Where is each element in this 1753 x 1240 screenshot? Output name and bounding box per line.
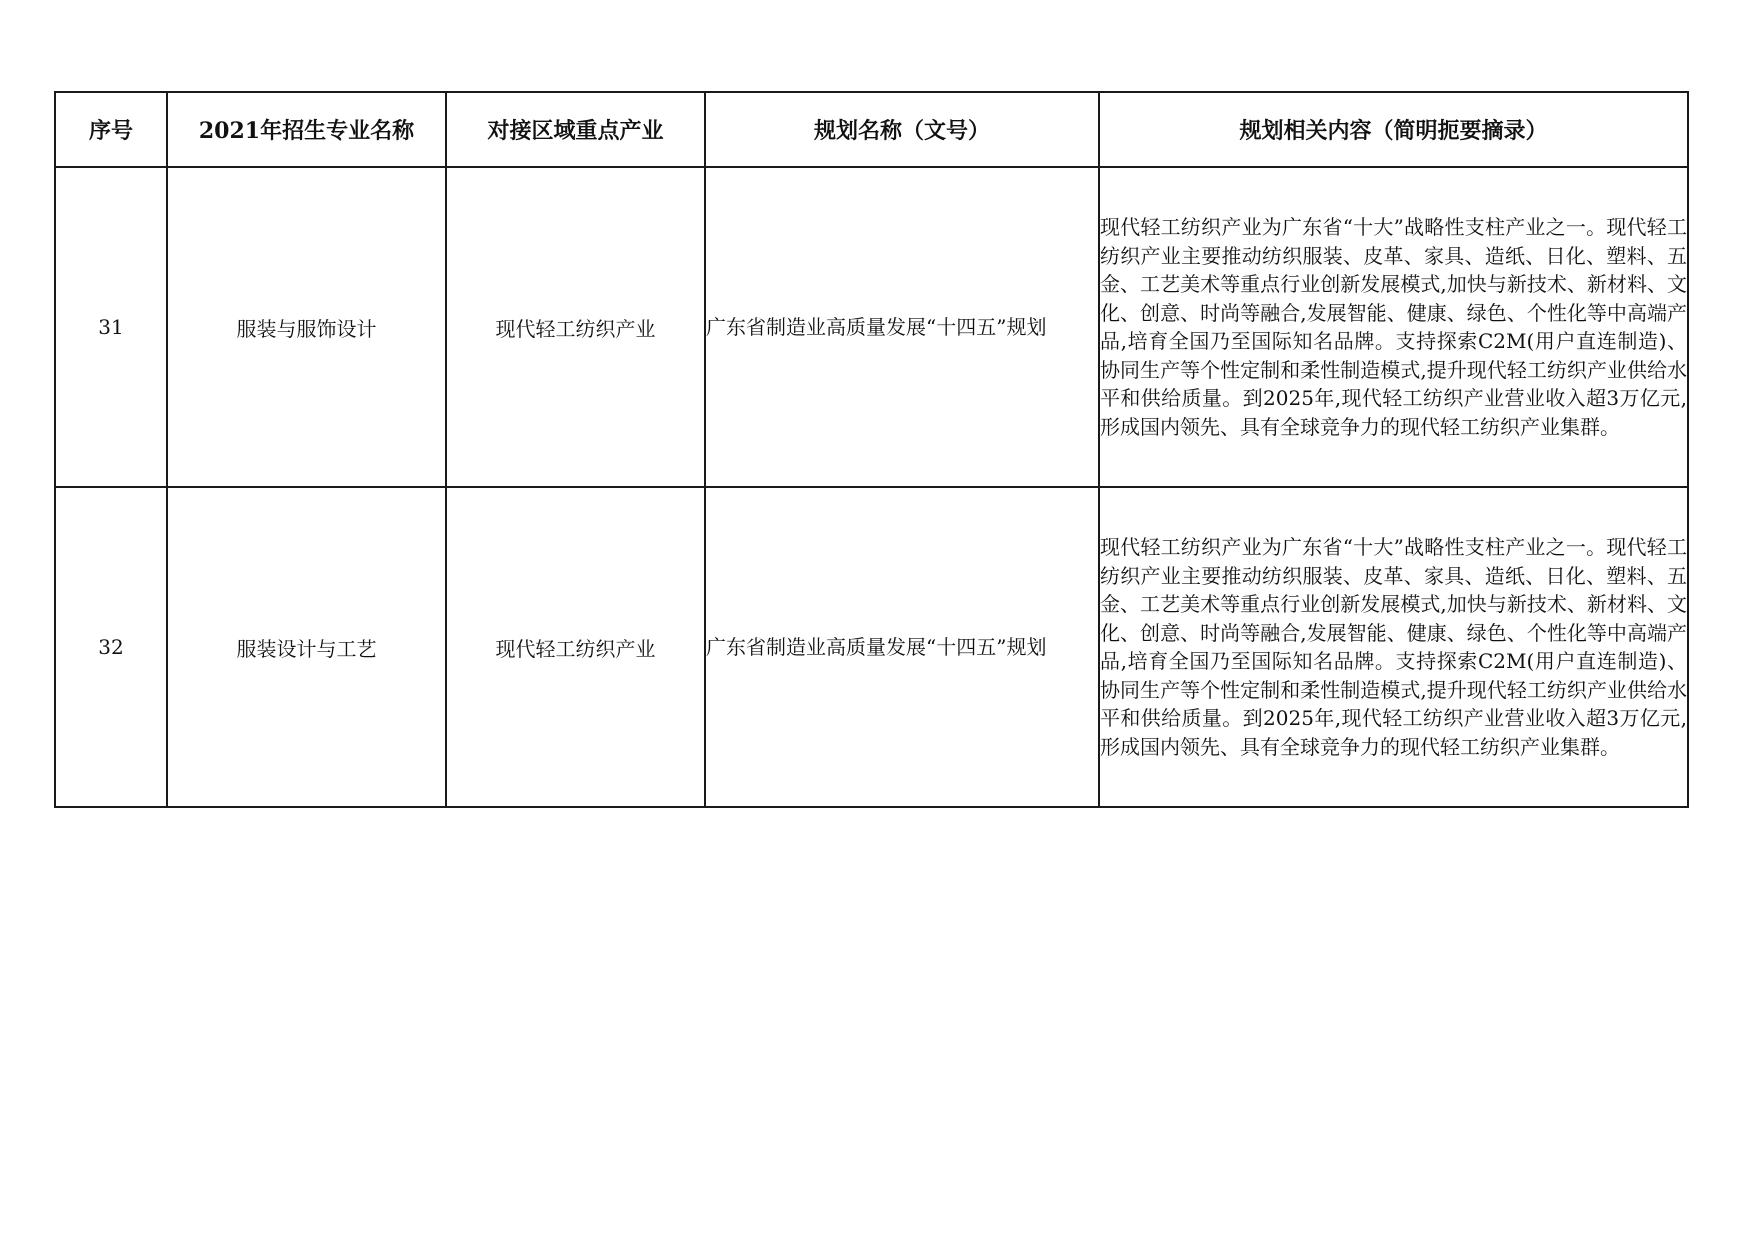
header-plan-name: 规划名称（文号） bbox=[705, 92, 1099, 167]
table-row bbox=[55, 167, 1688, 487]
header-major: 2021年招生专业名称 bbox=[167, 92, 446, 167]
row-index: 31 bbox=[55, 167, 167, 487]
header-plan-content: 规划相关内容（简明扼要摘录） bbox=[1099, 92, 1688, 167]
row-major: 服装设计与工艺 bbox=[167, 487, 446, 807]
header-industry: 对接区域重点产业 bbox=[446, 92, 705, 167]
row-industry: 现代轻工纺织产业 bbox=[446, 487, 705, 807]
row-plan-content: 现代轻工纺织产业为广东省“十大”战略性支柱产业之一。现代轻工纺织产业主要推动纺织服装、皮革、家具、造纸、日化、塑料、五金、工艺美术等重点行业创新发展模式,加快与新技术、新材料、文化、创意、时尚等融合,发展智能、健康、绿色、个性化等中高端产品,培育全国乃至国际知名品牌。支持探索C2M(用户直连制造)、协同生产等个性定制和柔性制造模式,提升现代轻工纺织产业供给水平和供给质量。到2025年,现代轻工纺织产业营业收入超3万亿元,形成国内领先、具有全球竞争力的现代轻工纺织产业集群。 bbox=[1099, 167, 1688, 487]
table-row bbox=[55, 487, 1688, 807]
row-index: 32 bbox=[55, 487, 167, 807]
row-major: 服装与服饰设计 bbox=[167, 167, 446, 487]
header-index: 序号 bbox=[55, 92, 167, 167]
row-industry: 现代轻工纺织产业 bbox=[446, 167, 705, 487]
table-header-row bbox=[55, 92, 1688, 167]
row-plan-content: 现代轻工纺织产业为广东省“十大”战略性支柱产业之一。现代轻工纺织产业主要推动纺织服装、皮革、家具、造纸、日化、塑料、五金、工艺美术等重点行业创新发展模式,加快与新技术、新材料、文化、创意、时尚等融合,发展智能、健康、绿色、个性化等中高端产品,培育全国乃至国际知名品牌。支持探索C2M(用户直连制造)、协同生产等个性定制和柔性制造模式,提升现代轻工纺织产业供给水平和供给质量。到2025年,现代轻工纺织产业营业收入超3万亿元,形成国内领先、具有全球竞争力的现代轻工纺织产业集群。 bbox=[1099, 487, 1688, 807]
planning-table bbox=[54, 91, 1689, 808]
row-plan-name: 广东省制造业高质量发展“十四五”规划 bbox=[705, 167, 1099, 487]
row-plan-name: 广东省制造业高质量发展“十四五”规划 bbox=[705, 487, 1099, 807]
